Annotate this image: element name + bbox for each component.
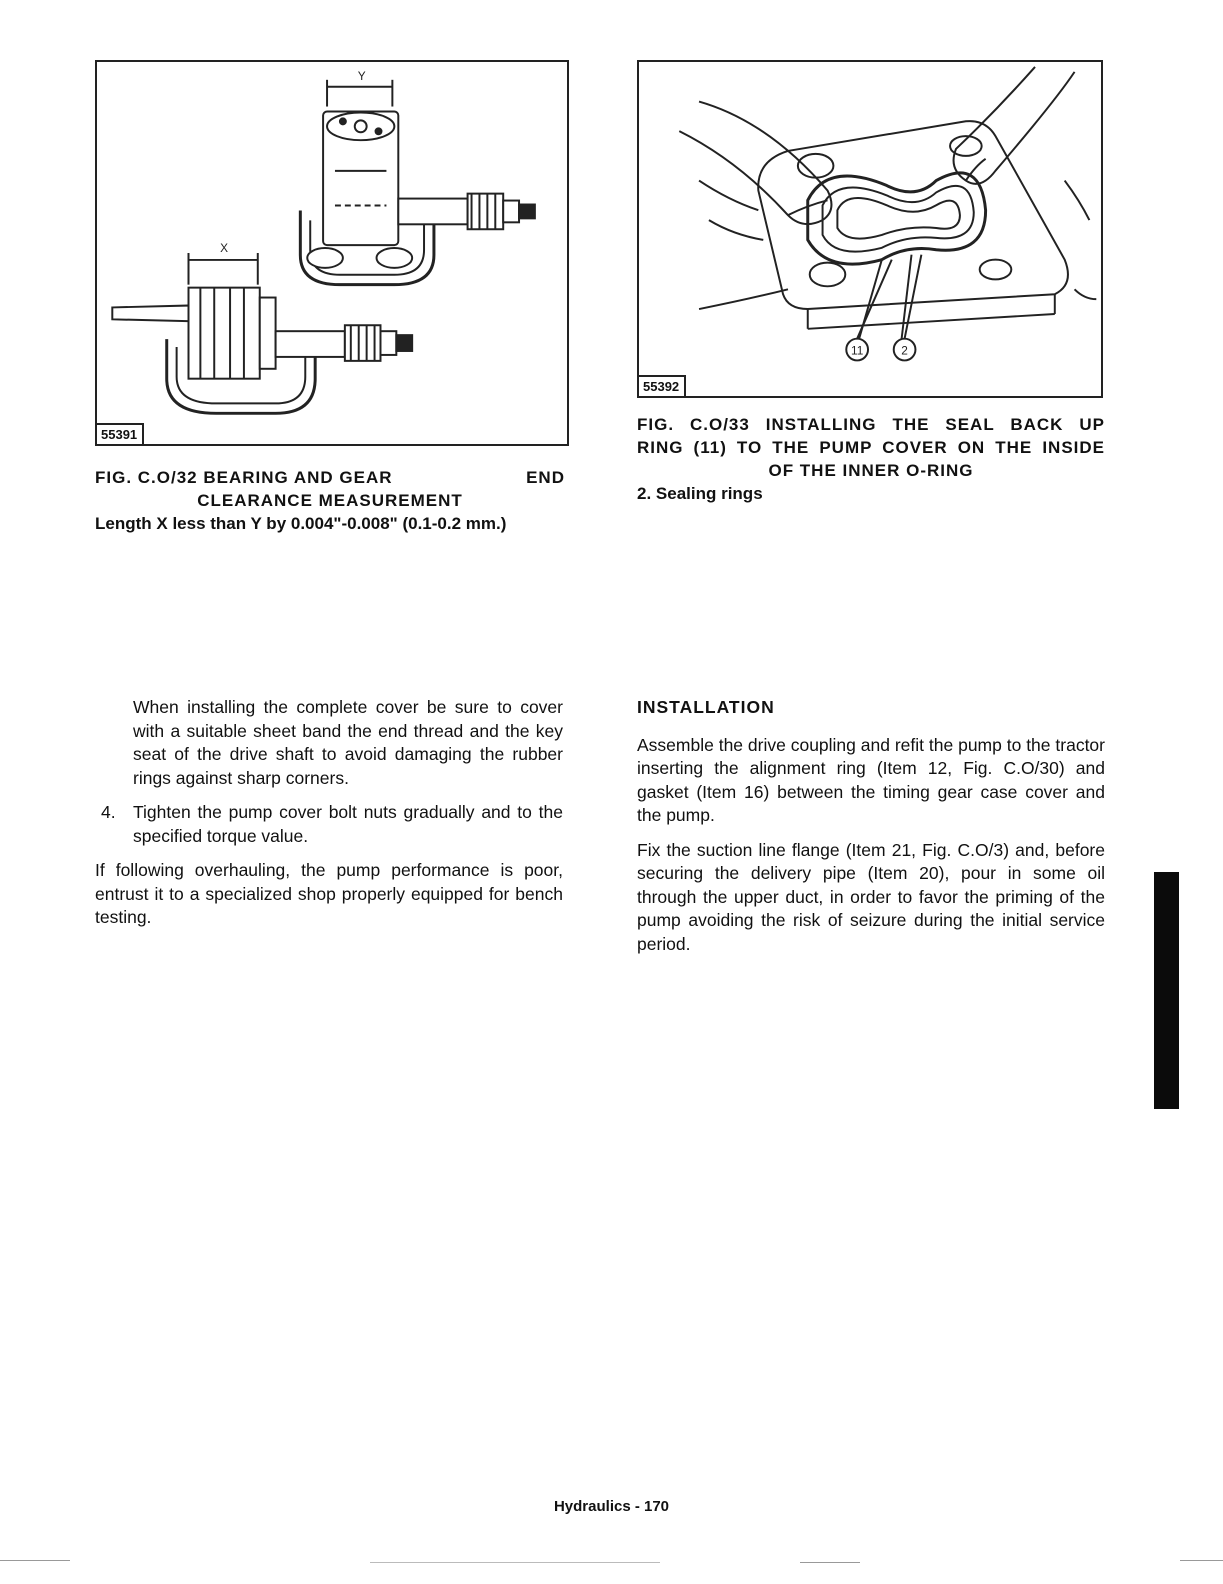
scan-line-far-right [1180, 1560, 1223, 1561]
caption-title-line1 [95, 466, 565, 489]
dimension-x-label: X [220, 241, 229, 256]
section-heading: INSTALLATION [637, 697, 775, 717]
figure-number: 55392 [639, 375, 686, 396]
caption-note: 2. Sealing rings [637, 484, 763, 503]
caption-title-line2: CLEARANCE MEASUREMENT [197, 491, 463, 510]
paragraph-drive-coupling: Assemble the drive coupling and refit the pump to the tractor inserting the alignment ring (Item 12, Fig. C.O/30) and gasket (Item 16) between the timing gear case cover and the pump. [637, 734, 1105, 825]
caption-title-line3: OF THE INNER O-RING [768, 461, 974, 480]
scan-line-center [370, 1562, 660, 1563]
figure-right-caption [637, 413, 1105, 505]
paragraph-cover-install: When installing the complete cover be sure to cover with a suitable sheet band the end thread and the key seat of the drive shaft to avoid damaging the rubber rings against sharp corners. [133, 697, 563, 788]
caption-note: Length X less than Y by 0.004"-0.008" (0.1-0.2 mm.) [95, 514, 507, 533]
callout-2: 2 [901, 343, 908, 358]
caption-title-b: END [526, 468, 565, 487]
page-footer: Hydraulics - 170 [553, 1498, 670, 1515]
section-thumb-tab [1154, 872, 1179, 1109]
list-number: 4. [101, 802, 116, 822]
figure-left-caption [95, 466, 565, 535]
micrometer-illustration [97, 62, 567, 444]
scan-line-left [0, 1560, 70, 1561]
caption-title-line2: RING (11) TO THE PUMP COVER ON THE INSIDE [637, 438, 1105, 457]
paragraph-bench-testing: If following overhauling, the pump performance is poor, entrust it to a specialized shop properly equipped for bench testing. [95, 860, 563, 927]
list-item-text: Tighten the pump cover bolt nuts gradually and to the specified torque value. [133, 802, 563, 846]
caption-title-a: FIG. C.O/32 BEARING AND GEAR [95, 468, 393, 487]
callout-11: 11 [851, 343, 864, 358]
seal-ring-illustration [639, 62, 1101, 396]
list-item-4 [95, 801, 563, 848]
figure-number: 55391 [97, 423, 144, 444]
right-text-column [637, 696, 1105, 967]
scan-line-right [800, 1562, 860, 1563]
dimension-y-label: Y [357, 68, 366, 83]
paragraph-suction-line: Fix the suction line flange (Item 21, Fig. C.O/3) and, before securing the delivery pipe (Item 20), pour in some oil through the upper duct, in order to favor the priming of the pump avoiding the risk of seizure during the initial service period. [637, 839, 1105, 954]
figure-seal-ring-installation [637, 60, 1103, 398]
figure-bearing-gear-clearance [95, 60, 569, 446]
left-text-column [95, 696, 563, 941]
caption-title-line1: FIG. C.O/33 INSTALLING THE SEAL BACK UP [637, 415, 1105, 434]
